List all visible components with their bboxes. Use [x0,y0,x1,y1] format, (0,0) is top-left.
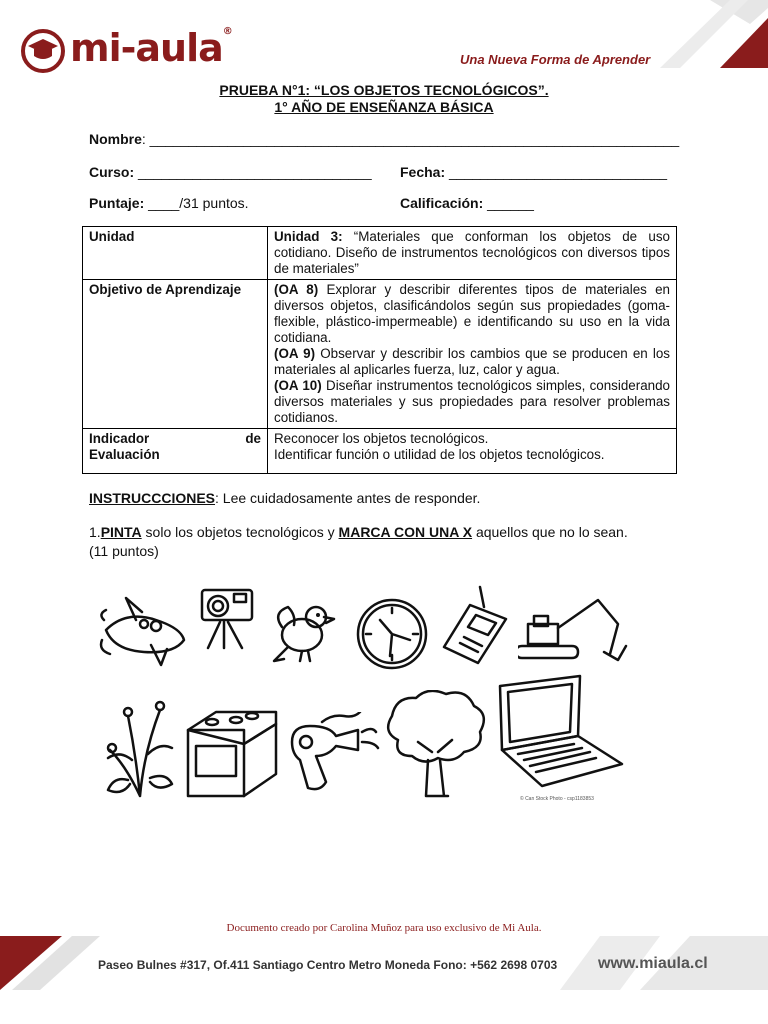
laptop-image[interactable] [490,672,630,798]
tree-image[interactable] [380,690,488,800]
clock-image[interactable] [354,596,430,672]
hair-dryer-image[interactable] [286,712,382,798]
tagline: Una Nueva Forma de Aprender [460,52,651,67]
row-label-unidad: Unidad [83,227,268,280]
instructions: INSTRUCCCIONES: Lee cuidadosamente antes de responder. [89,490,481,506]
bird-image[interactable] [268,597,338,667]
objectives-table [82,226,677,474]
flowering-plant-image[interactable] [98,690,182,800]
logo-text: mi-aula® [70,26,232,70]
oa9: (OA 9) Observar y describir los cambios que se producen en los materiales al aplicarles fuerza, luz, calor y agua. [274,346,670,377]
nombre-field[interactable]: Nombre: ____________________________________________________________________ [89,131,680,147]
page-title-line1: PRUEBA N°1: “LOS OBJETOS TECNOLÓGICOS”. [219,82,549,98]
table-row [83,280,677,429]
footer-address: Paseo Bulnes #317, Of.411 Santiago Centro Metro Moneda Fono: +562 2698 0703 [98,958,558,972]
row-label-indicador: Indicador de Evaluación [83,429,268,474]
stove-image[interactable] [182,706,282,798]
question-1: 1.PINTA solo los objetos tecnológicos y MARCA CON UNA X aquellos que no lo sean. (11 puntos) [89,524,628,559]
calificacion-field[interactable]: Calificación: ______ [400,195,534,211]
oa10: (OA 10) Diseñar instrumentos tecnológicos simples, considerando diversos materiales y sus propiedades para resolver problemas cotidianos. [274,378,671,425]
image-copyright: © Can Stock Photo - csp1183853 [520,796,594,802]
row-label-objetivo: Objetivo de Aprendizaje [83,280,268,429]
table-row [83,227,677,280]
evaluation-indicators: Reconocer los objetos tecnológicos. Identificar función o utilidad de los objetos tecnológicos. [268,429,677,474]
header [0,0,768,80]
table-row [83,429,677,474]
footer-note: Documento creado por Carolina Muñoz para uso exclusivo de Mi Aula. [226,922,542,934]
graduation-cap-logo-icon [20,28,66,74]
excavator-image[interactable] [518,596,636,666]
learning-objectives [268,280,677,429]
camera-image[interactable] [190,580,260,650]
oa8: (OA 8) Explorar y describir diferentes tipos de materiales en diversos objetos, clasificándolos según sus propiedades (goma- flexible, plástico-impermeable) e identificando su uso en la vida cotidiana. [274,282,670,345]
footer-stripes [0,936,768,1024]
footer-website[interactable]: www.miaula.cl [598,955,708,972]
fecha-field[interactable]: Fecha: ____________________________ [400,164,668,180]
unit-description: Unidad 3: “Materiales que conforman los objetos de uso cotidiano. Diseño de instrumentos tecnológicos con diversos tipos de materiales” [268,227,677,280]
page-title-line2: 1° AÑO DE ENSEÑANZA BÁSICA [274,99,494,115]
puntaje-field[interactable]: Puntaje: ____/31 puntos. [89,195,249,211]
curso-field[interactable]: Curso: ______________________________ [89,164,372,180]
mobile-phone-image[interactable] [440,585,516,665]
cartoon-airplane-image[interactable] [96,590,192,670]
